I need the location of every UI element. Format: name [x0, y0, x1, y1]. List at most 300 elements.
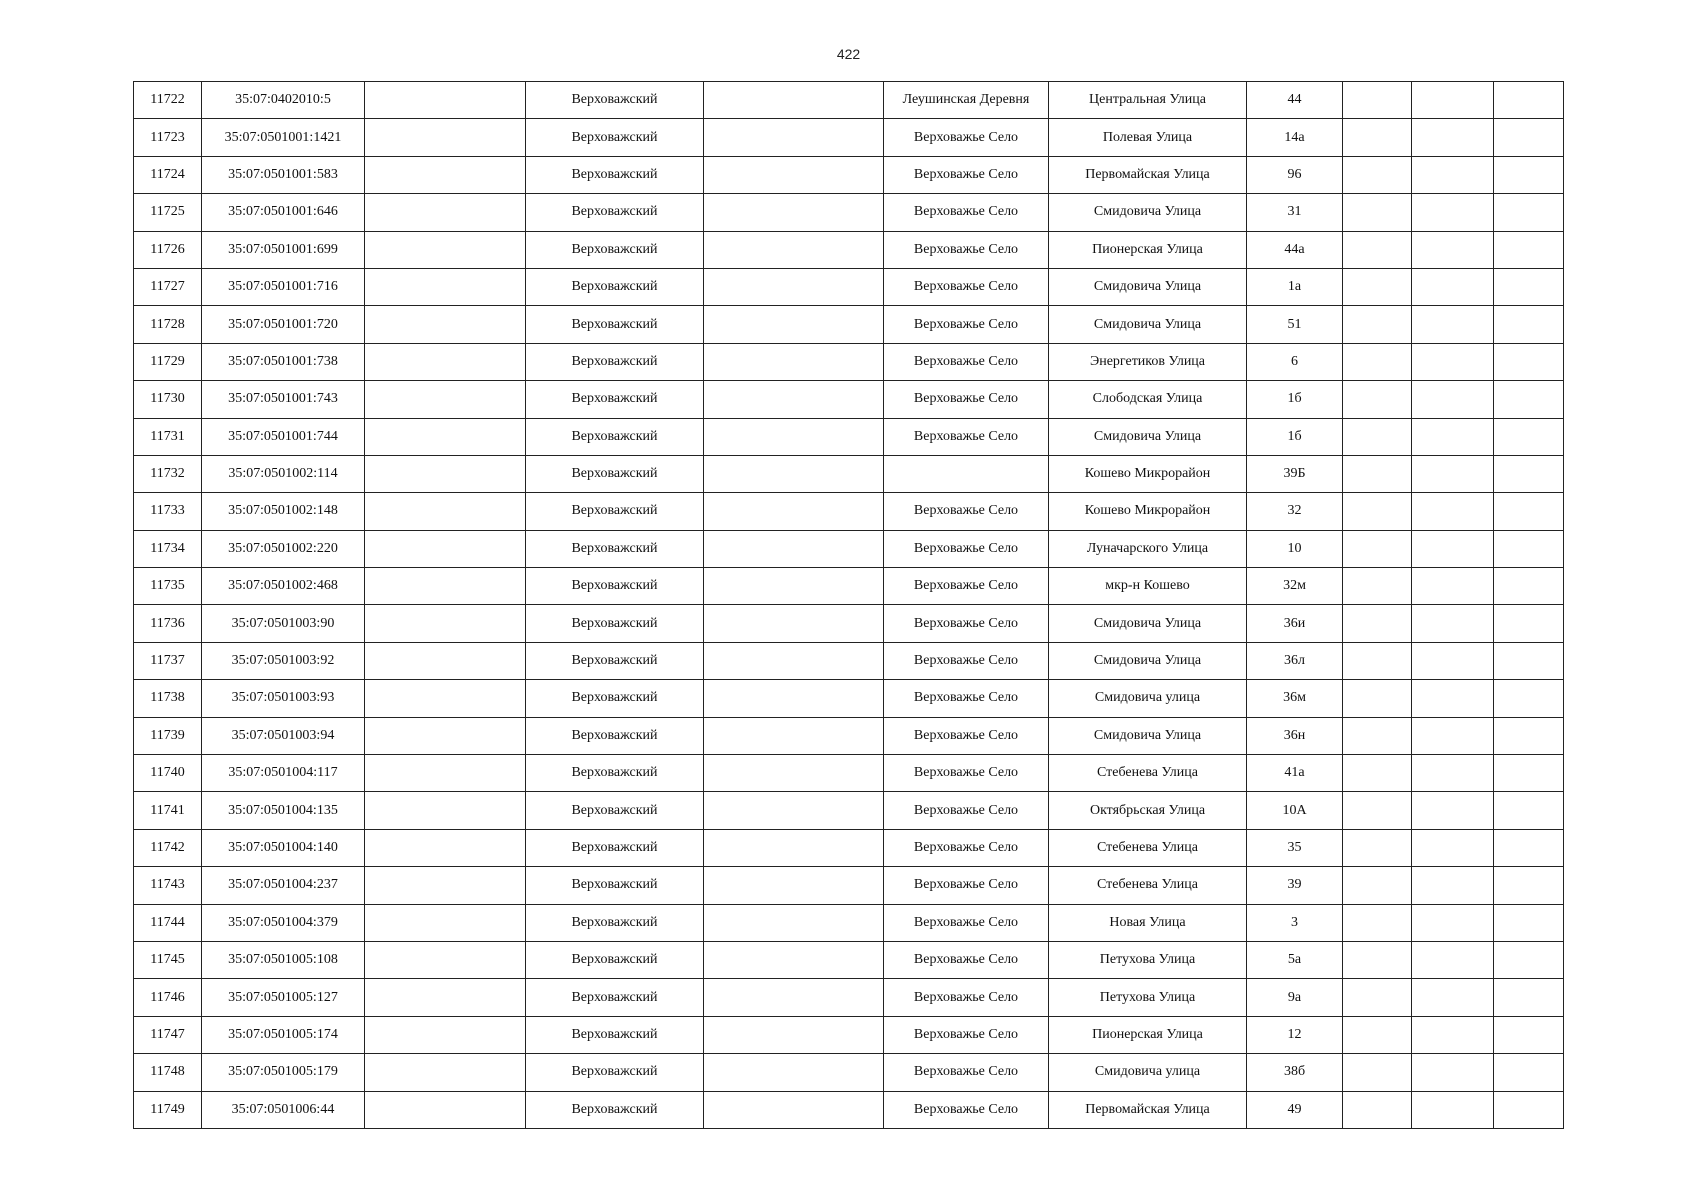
column-10-cell: [1412, 1054, 1494, 1091]
column-5-cell: [704, 568, 884, 605]
column-11-cell: [1494, 680, 1564, 717]
settlement-cell: Верховажье Село: [884, 493, 1049, 530]
column-3-cell: [365, 530, 526, 567]
column-9-cell: [1343, 119, 1412, 156]
settlement-cell: Верховажье Село: [884, 418, 1049, 455]
street-cell: Смидовича Улица: [1049, 194, 1247, 231]
row-number-cell: 11728: [134, 306, 202, 343]
column-11-cell: [1494, 306, 1564, 343]
column-10-cell: [1412, 792, 1494, 829]
row-number-cell: 11743: [134, 867, 202, 904]
district-cell: Верховажский: [526, 119, 704, 156]
row-number-cell: 11734: [134, 530, 202, 567]
district-cell: Верховажский: [526, 306, 704, 343]
house-number-cell: 10А: [1247, 792, 1343, 829]
column-10-cell: [1412, 568, 1494, 605]
column-5-cell: [704, 119, 884, 156]
table-row: [134, 82, 1564, 119]
column-5-cell: [704, 493, 884, 530]
district-cell: Верховажский: [526, 231, 704, 268]
table-row: [134, 755, 1564, 792]
row-number-cell: 11748: [134, 1054, 202, 1091]
column-3-cell: [365, 605, 526, 642]
table-row: [134, 829, 1564, 866]
column-5-cell: [704, 418, 884, 455]
cadastral-number-cell: 35:07:0501002:468: [202, 568, 365, 605]
cadastral-number-cell: 35:07:0501005:174: [202, 1016, 365, 1053]
column-11-cell: [1494, 418, 1564, 455]
column-5-cell: [704, 1054, 884, 1091]
column-9-cell: [1343, 1016, 1412, 1053]
street-cell: Центральная Улица: [1049, 82, 1247, 119]
column-9-cell: [1343, 455, 1412, 492]
column-10-cell: [1412, 82, 1494, 119]
district-cell: Верховажский: [526, 1016, 704, 1053]
street-cell: Пионерская Улица: [1049, 1016, 1247, 1053]
column-3-cell: [365, 1054, 526, 1091]
column-9-cell: [1343, 680, 1412, 717]
column-3-cell: [365, 194, 526, 231]
table-row: [134, 642, 1564, 679]
column-10-cell: [1412, 268, 1494, 305]
column-9-cell: [1343, 1054, 1412, 1091]
row-number-cell: 11732: [134, 455, 202, 492]
row-number-cell: 11737: [134, 642, 202, 679]
column-3-cell: [365, 792, 526, 829]
row-number-cell: 11740: [134, 755, 202, 792]
column-3-cell: [365, 82, 526, 119]
column-11-cell: [1494, 381, 1564, 418]
column-3-cell: [365, 755, 526, 792]
district-cell: Верховажский: [526, 867, 704, 904]
column-11-cell: [1494, 455, 1564, 492]
column-10-cell: [1412, 418, 1494, 455]
column-3-cell: [365, 642, 526, 679]
column-9-cell: [1343, 343, 1412, 380]
district-cell: Верховажский: [526, 979, 704, 1016]
table-row: [134, 941, 1564, 978]
street-cell: Петухова Улица: [1049, 941, 1247, 978]
house-number-cell: 1б: [1247, 381, 1343, 418]
column-5-cell: [704, 1016, 884, 1053]
cadastral-number-cell: 35:07:0501004:237: [202, 867, 365, 904]
settlement-cell: Верховажье Село: [884, 867, 1049, 904]
table-row: [134, 119, 1564, 156]
house-number-cell: 35: [1247, 829, 1343, 866]
column-3-cell: [365, 1091, 526, 1128]
page-number: 422: [836, 46, 861, 62]
settlement-cell: Верховажье Село: [884, 605, 1049, 642]
column-10-cell: [1412, 119, 1494, 156]
column-3-cell: [365, 455, 526, 492]
street-cell: Стебенева Улица: [1049, 867, 1247, 904]
column-11-cell: [1494, 867, 1564, 904]
district-cell: Верховажский: [526, 1054, 704, 1091]
column-9-cell: [1343, 941, 1412, 978]
house-number-cell: 39: [1247, 867, 1343, 904]
table-body: [134, 82, 1564, 1129]
house-number-cell: 96: [1247, 156, 1343, 193]
settlement-cell: Верховажье Село: [884, 717, 1049, 754]
column-10-cell: [1412, 231, 1494, 268]
column-3-cell: [365, 381, 526, 418]
column-3-cell: [365, 268, 526, 305]
house-number-cell: 5а: [1247, 941, 1343, 978]
house-number-cell: 49: [1247, 1091, 1343, 1128]
column-11-cell: [1494, 82, 1564, 119]
column-3-cell: [365, 156, 526, 193]
cadastral-number-cell: 35:07:0501003:93: [202, 680, 365, 717]
column-11-cell: [1494, 904, 1564, 941]
district-cell: Верховажский: [526, 530, 704, 567]
house-number-cell: 9а: [1247, 979, 1343, 1016]
column-10-cell: [1412, 680, 1494, 717]
cadastral-number-cell: 35:07:0501004:140: [202, 829, 365, 866]
settlement-cell: Верховажье Село: [884, 642, 1049, 679]
column-5-cell: [704, 755, 884, 792]
house-number-cell: 36н: [1247, 717, 1343, 754]
column-10-cell: [1412, 755, 1494, 792]
settlement-cell: Верховажье Село: [884, 1016, 1049, 1053]
column-3-cell: [365, 119, 526, 156]
table-row: [134, 1054, 1564, 1091]
house-number-cell: 3: [1247, 904, 1343, 941]
column-11-cell: [1494, 268, 1564, 305]
registry-table: [133, 81, 1564, 1129]
settlement-cell: Верховажье Село: [884, 680, 1049, 717]
house-number-cell: 31: [1247, 194, 1343, 231]
column-10-cell: [1412, 530, 1494, 567]
column-11-cell: [1494, 343, 1564, 380]
row-number-cell: 11745: [134, 941, 202, 978]
cadastral-number-cell: 35:07:0402010:5: [202, 82, 365, 119]
column-3-cell: [365, 568, 526, 605]
column-10-cell: [1412, 455, 1494, 492]
settlement-cell: Верховажье Село: [884, 381, 1049, 418]
district-cell: Верховажский: [526, 605, 704, 642]
column-10-cell: [1412, 829, 1494, 866]
settlement-cell: Верховажье Село: [884, 829, 1049, 866]
column-5-cell: [704, 829, 884, 866]
table-row: [134, 1016, 1564, 1053]
house-number-cell: 39Б: [1247, 455, 1343, 492]
row-number-cell: 11742: [134, 829, 202, 866]
column-10-cell: [1412, 381, 1494, 418]
house-number-cell: 41а: [1247, 755, 1343, 792]
column-5-cell: [704, 194, 884, 231]
row-number-cell: 11733: [134, 493, 202, 530]
settlement-cell: Верховажье Село: [884, 268, 1049, 305]
settlement-cell: Верховажье Село: [884, 194, 1049, 231]
cadastral-number-cell: 35:07:0501001:646: [202, 194, 365, 231]
row-number-cell: 11731: [134, 418, 202, 455]
column-5-cell: [704, 306, 884, 343]
street-cell: Первомайская Улица: [1049, 1091, 1247, 1128]
table-row: [134, 493, 1564, 530]
column-10-cell: [1412, 605, 1494, 642]
column-11-cell: [1494, 156, 1564, 193]
table-row: [134, 418, 1564, 455]
column-3-cell: [365, 231, 526, 268]
column-11-cell: [1494, 979, 1564, 1016]
column-3-cell: [365, 680, 526, 717]
street-cell: Кошево Микрорайон: [1049, 455, 1247, 492]
column-10-cell: [1412, 343, 1494, 380]
settlement-cell: Верховажье Село: [884, 1054, 1049, 1091]
column-9-cell: [1343, 717, 1412, 754]
street-cell: Первомайская Улица: [1049, 156, 1247, 193]
house-number-cell: 38б: [1247, 1054, 1343, 1091]
street-cell: Новая Улица: [1049, 904, 1247, 941]
column-10-cell: [1412, 194, 1494, 231]
column-3-cell: [365, 306, 526, 343]
settlement-cell: Верховажье Село: [884, 755, 1049, 792]
column-10-cell: [1412, 1016, 1494, 1053]
column-11-cell: [1494, 119, 1564, 156]
cadastral-number-cell: 35:07:0501001:699: [202, 231, 365, 268]
row-number-cell: 11746: [134, 979, 202, 1016]
settlement-cell: Верховажье Село: [884, 904, 1049, 941]
row-number-cell: 11739: [134, 717, 202, 754]
settlement-cell: Верховажье Село: [884, 231, 1049, 268]
column-11-cell: [1494, 605, 1564, 642]
street-cell: Луначарского Улица: [1049, 530, 1247, 567]
street-cell: Стебенева Улица: [1049, 755, 1247, 792]
house-number-cell: 36л: [1247, 642, 1343, 679]
street-cell: Смидовича Улица: [1049, 268, 1247, 305]
district-cell: Верховажский: [526, 717, 704, 754]
table-row: [134, 268, 1564, 305]
column-3-cell: [365, 941, 526, 978]
street-cell: мкр-н Кошево: [1049, 568, 1247, 605]
settlement-cell: Верховажье Село: [884, 530, 1049, 567]
cadastral-number-cell: 35:07:0501001:583: [202, 156, 365, 193]
column-9-cell: [1343, 194, 1412, 231]
row-number-cell: 11738: [134, 680, 202, 717]
column-9-cell: [1343, 306, 1412, 343]
district-cell: Верховажский: [526, 792, 704, 829]
table-row: [134, 455, 1564, 492]
cadastral-number-cell: 35:07:0501006:44: [202, 1091, 365, 1128]
column-5-cell: [704, 867, 884, 904]
house-number-cell: 32м: [1247, 568, 1343, 605]
column-5-cell: [704, 268, 884, 305]
table-row: [134, 1091, 1564, 1128]
table-row: [134, 979, 1564, 1016]
row-number-cell: 11744: [134, 904, 202, 941]
row-number-cell: 11741: [134, 792, 202, 829]
column-5-cell: [704, 231, 884, 268]
district-cell: Верховажский: [526, 268, 704, 305]
district-cell: Верховажский: [526, 418, 704, 455]
cadastral-number-cell: 35:07:0501002:148: [202, 493, 365, 530]
settlement-cell: Верховажье Село: [884, 156, 1049, 193]
district-cell: Верховажский: [526, 455, 704, 492]
cadastral-number-cell: 35:07:0501001:738: [202, 343, 365, 380]
column-5-cell: [704, 979, 884, 1016]
column-3-cell: [365, 493, 526, 530]
settlement-cell: Верховажье Село: [884, 343, 1049, 380]
column-11-cell: [1494, 530, 1564, 567]
district-cell: Верховажский: [526, 493, 704, 530]
column-9-cell: [1343, 82, 1412, 119]
row-number-cell: 11749: [134, 1091, 202, 1128]
district-cell: Верховажский: [526, 568, 704, 605]
table-row: [134, 717, 1564, 754]
column-5-cell: [704, 1091, 884, 1128]
cadastral-number-cell: 35:07:0501003:90: [202, 605, 365, 642]
column-10-cell: [1412, 717, 1494, 754]
settlement-cell: Верховажье Село: [884, 979, 1049, 1016]
cadastral-number-cell: 35:07:0501005:179: [202, 1054, 365, 1091]
column-10-cell: [1412, 306, 1494, 343]
row-number-cell: 11735: [134, 568, 202, 605]
house-number-cell: 36и: [1247, 605, 1343, 642]
row-number-cell: 11730: [134, 381, 202, 418]
street-cell: Октябрьская Улица: [1049, 792, 1247, 829]
district-cell: Верховажский: [526, 1091, 704, 1128]
column-10-cell: [1412, 156, 1494, 193]
row-number-cell: 11723: [134, 119, 202, 156]
street-cell: Смидовича Улица: [1049, 642, 1247, 679]
column-9-cell: [1343, 979, 1412, 1016]
column-5-cell: [704, 605, 884, 642]
settlement-cell: Верховажье Село: [884, 941, 1049, 978]
column-11-cell: [1494, 717, 1564, 754]
column-5-cell: [704, 455, 884, 492]
table-row: [134, 381, 1564, 418]
column-11-cell: [1494, 941, 1564, 978]
column-9-cell: [1343, 418, 1412, 455]
row-number-cell: 11725: [134, 194, 202, 231]
column-9-cell: [1343, 381, 1412, 418]
cadastral-number-cell: 35:07:0501004:117: [202, 755, 365, 792]
column-5-cell: [704, 941, 884, 978]
column-11-cell: [1494, 829, 1564, 866]
street-cell: Стебенева Улица: [1049, 829, 1247, 866]
column-10-cell: [1412, 904, 1494, 941]
column-11-cell: [1494, 642, 1564, 679]
column-3-cell: [365, 867, 526, 904]
settlement-cell: Леушинская Деревня: [884, 82, 1049, 119]
street-cell: Полевая Улица: [1049, 119, 1247, 156]
column-11-cell: [1494, 755, 1564, 792]
house-number-cell: 36м: [1247, 680, 1343, 717]
cadastral-number-cell: 35:07:0501001:744: [202, 418, 365, 455]
cadastral-number-cell: 35:07:0501001:743: [202, 381, 365, 418]
column-9-cell: [1343, 755, 1412, 792]
street-cell: Петухова Улица: [1049, 979, 1247, 1016]
district-cell: Верховажский: [526, 343, 704, 380]
district-cell: Верховажский: [526, 829, 704, 866]
table-row: [134, 194, 1564, 231]
house-number-cell: 1б: [1247, 418, 1343, 455]
column-9-cell: [1343, 605, 1412, 642]
column-11-cell: [1494, 1016, 1564, 1053]
column-3-cell: [365, 829, 526, 866]
table-row: [134, 568, 1564, 605]
column-10-cell: [1412, 867, 1494, 904]
column-10-cell: [1412, 642, 1494, 679]
column-3-cell: [365, 1016, 526, 1053]
settlement-cell: Верховажье Село: [884, 792, 1049, 829]
house-number-cell: 6: [1247, 343, 1343, 380]
table-row: [134, 792, 1564, 829]
column-11-cell: [1494, 568, 1564, 605]
house-number-cell: 51: [1247, 306, 1343, 343]
street-cell: Смидовича улица: [1049, 1054, 1247, 1091]
settlement-cell: Верховажье Село: [884, 568, 1049, 605]
column-9-cell: [1343, 530, 1412, 567]
column-9-cell: [1343, 493, 1412, 530]
column-9-cell: [1343, 904, 1412, 941]
house-number-cell: 44: [1247, 82, 1343, 119]
column-10-cell: [1412, 941, 1494, 978]
column-9-cell: [1343, 156, 1412, 193]
street-cell: Пионерская Улица: [1049, 231, 1247, 268]
column-9-cell: [1343, 867, 1412, 904]
column-3-cell: [365, 904, 526, 941]
street-cell: Смидовича Улица: [1049, 418, 1247, 455]
district-cell: Верховажский: [526, 904, 704, 941]
cadastral-number-cell: 35:07:0501002:114: [202, 455, 365, 492]
street-cell: Энергетиков Улица: [1049, 343, 1247, 380]
house-number-cell: 14а: [1247, 119, 1343, 156]
column-3-cell: [365, 343, 526, 380]
house-number-cell: 10: [1247, 530, 1343, 567]
row-number-cell: 11724: [134, 156, 202, 193]
table-row: [134, 156, 1564, 193]
table-row: [134, 231, 1564, 268]
district-cell: Верховажский: [526, 82, 704, 119]
cadastral-number-cell: 35:07:0501004:135: [202, 792, 365, 829]
district-cell: Верховажский: [526, 381, 704, 418]
row-number-cell: 11729: [134, 343, 202, 380]
house-number-cell: 1а: [1247, 268, 1343, 305]
column-9-cell: [1343, 568, 1412, 605]
column-9-cell: [1343, 792, 1412, 829]
row-number-cell: 11747: [134, 1016, 202, 1053]
cadastral-number-cell: 35:07:0501001:720: [202, 306, 365, 343]
column-3-cell: [365, 717, 526, 754]
street-cell: Смидовича Улица: [1049, 717, 1247, 754]
table-row: [134, 867, 1564, 904]
cadastral-number-cell: 35:07:0501001:716: [202, 268, 365, 305]
table-row: [134, 904, 1564, 941]
column-5-cell: [704, 381, 884, 418]
column-5-cell: [704, 792, 884, 829]
column-10-cell: [1412, 979, 1494, 1016]
column-5-cell: [704, 156, 884, 193]
row-number-cell: 11727: [134, 268, 202, 305]
column-11-cell: [1494, 792, 1564, 829]
column-11-cell: [1494, 1091, 1564, 1128]
column-5-cell: [704, 717, 884, 754]
street-cell: Смидовича Улица: [1049, 306, 1247, 343]
cadastral-number-cell: 35:07:0501005:108: [202, 941, 365, 978]
district-cell: Верховажский: [526, 156, 704, 193]
settlement-cell: [884, 455, 1049, 492]
column-11-cell: [1494, 231, 1564, 268]
cadastral-number-cell: 35:07:0501001:1421: [202, 119, 365, 156]
cadastral-number-cell: 35:07:0501003:92: [202, 642, 365, 679]
column-5-cell: [704, 904, 884, 941]
row-number-cell: 11726: [134, 231, 202, 268]
cadastral-number-cell: 35:07:0501002:220: [202, 530, 365, 567]
column-10-cell: [1412, 493, 1494, 530]
settlement-cell: Верховажье Село: [884, 1091, 1049, 1128]
column-5-cell: [704, 343, 884, 380]
